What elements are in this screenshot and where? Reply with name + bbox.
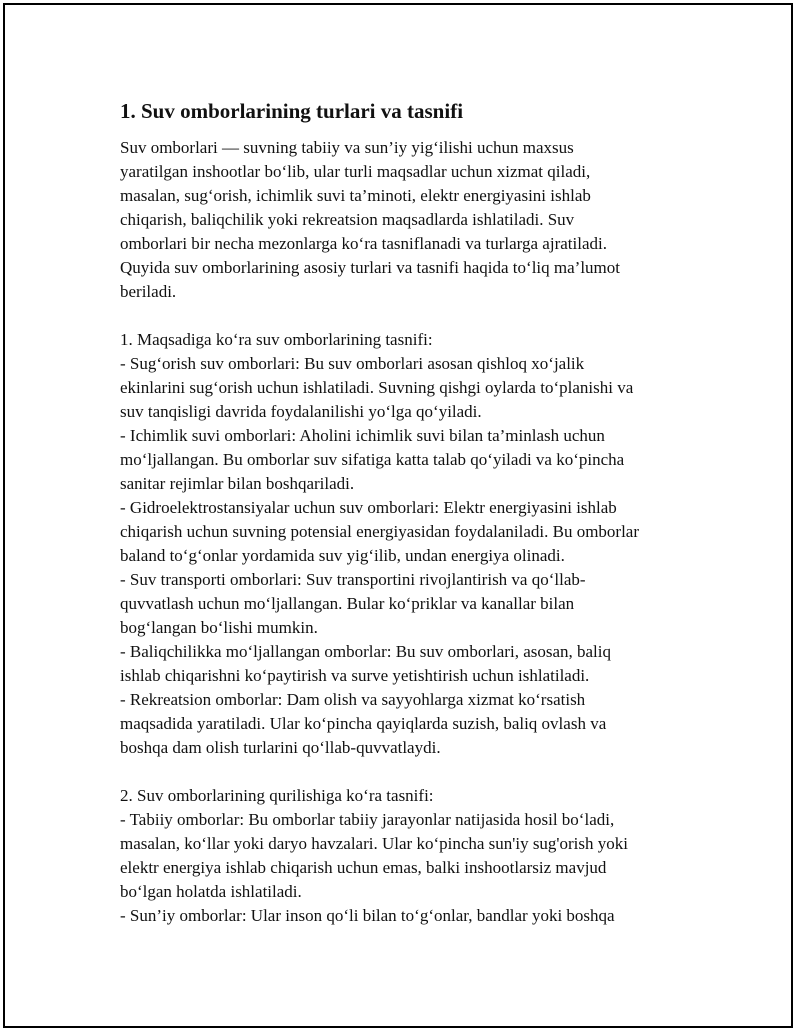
section1-item-hydropower: - Gidroelektrostansiyalar uchun suv omborlari: Elektr energiyasini ishlab chiqarish uchun suvning potensial energiyasidan foydalaniladi. Bu omborlar baland to‘g‘onlar yordamida suv yig‘ilib, undan energiya olinadi.	[120, 498, 640, 565]
section1-item-water-transport: - Suv transporti omborlari: Suv transportini rivojlantirish va qo‘llab- quvvatlash uchun mo‘ljallangan. Bular ko‘priklar va kanallar bilan bog‘langan bo‘lishi mumkin.	[120, 570, 586, 637]
section1-item-fishery: - Baliqchilikka mo‘ljallangan omborlar: Bu suv omborlari, asosan, baliq ishlab chiqarishni ko‘paytirish va surve yetishtirish uchun ishlatiladi.	[120, 642, 612, 685]
section1-item-drinking-water: - Ichimlik suvi omborlari: Aholini ichimlik suvi bilan ta’minlash uchun mo‘ljallangan. Bu omborlar suv sifatiga katta talab qo‘yiladi va ko‘pincha sanitar rejimlar bilan boshqariladi.	[120, 426, 625, 493]
document-title: 1. Suv omborlarining turlari va tasnifi	[120, 99, 464, 123]
document-content	[120, 98, 700, 928]
paragraph-spacer	[120, 760, 700, 784]
page-frame	[3, 3, 793, 1028]
section1-item-recreation: - Rekreatsion omborlar: Dam olish va sayyohlarga xizmat ko‘rsatish maqsadida yaratiladi. Ular ko‘pincha qayiqlarda suzish, baliq ovlash va boshqa dam olish turlarini qo‘llab-quvvatlaydi.	[120, 690, 607, 757]
section1-item-irrigation: - Sug‘orish suv omborlari: Bu suv omborlari asosan qishloq xo‘jalik ekinlarini sug‘orish uchun ishlatiladi. Suvning qishgi oylarda to‘planishi va suv tanqisligi davrida foydalanilishi yo‘lga qo‘yiladi.	[120, 354, 634, 421]
section2-item-natural: - Tabiiy omborlar: Bu omborlar tabiiy jarayonlar natijasida hosil bo‘ladi, masalan, ko‘llar yoki daryo havzalari. Ular ko‘pincha sun'iy sug'orish yoki elektr energiya ishlab chiqarish uchun emas, balki inshootlarsiz mavjud bo‘lgan holatda ishlatiladi.	[120, 810, 628, 901]
intro-paragraph: Suv omborlari — suvning tabiiy va sun’iy yig‘ilishi uchun maxsus yaratilgan inshootlar bo‘lib, ular turli maqsadlar uchun xizmat qiladi, masalan, sug‘orish, ichimlik suvi ta’minoti, elektr energiyasini ishlab chiqarish, baliqchilik yoki rekreatsion maqsadlarda ishlatiladi. Suv omborlari bir necha mezonlarga ko‘ra tasniflanadi va turlarga ajratiladi. Quyida suv omborlarining asosiy turlari va tasnifi haqida to‘liq ma’lumot beriladi.	[120, 138, 620, 301]
paragraph-spacer	[120, 304, 700, 328]
section2-item-artificial: - Sun’iy omborlar: Ular inson qo‘li bilan to‘g‘onlar, bandlar yoki boshqa	[120, 906, 615, 925]
section2-heading: 2. Suv omborlarining qurilishiga ko‘ra tasnifi:	[120, 786, 434, 805]
section1-heading: 1. Maqsadiga ko‘ra suv omborlarining tasnifi:	[120, 330, 433, 349]
